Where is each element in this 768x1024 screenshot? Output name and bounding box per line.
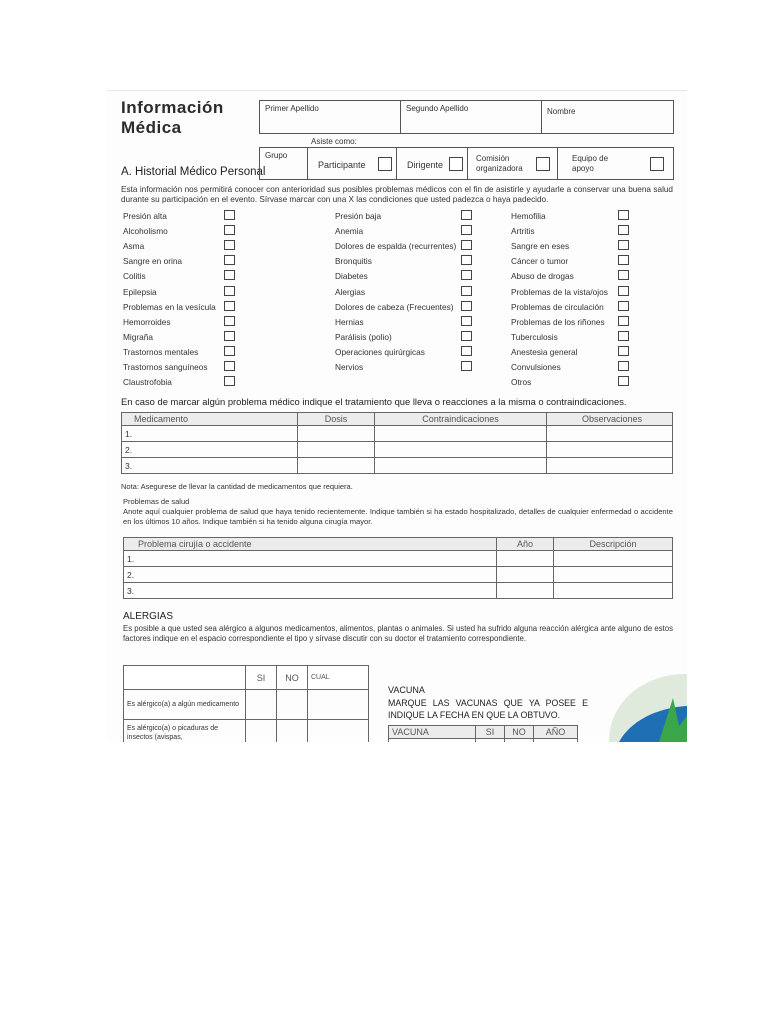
condition-label: Sangre en orina [123, 256, 183, 267]
descripcion-cell[interactable] [554, 551, 673, 567]
dosis-cell[interactable] [298, 426, 375, 442]
condition-checkbox[interactable] [461, 240, 472, 250]
condition-checkbox[interactable] [224, 316, 235, 326]
condition-label: Trastornos sanguíneos [123, 362, 208, 372]
condition-checkbox[interactable] [224, 210, 235, 220]
condition-label: Asma [123, 241, 145, 252]
condition-label: Migraña [123, 331, 153, 342]
allergy-no-cell[interactable] [277, 690, 308, 720]
allergies-title: ALERGIAS [123, 611, 174, 622]
title-line-1: Información [121, 98, 224, 117]
condition-checkbox[interactable] [618, 270, 629, 280]
problema-header: Problema cirujía o accidente [124, 538, 497, 551]
medication-intro: En caso de marcar algún problema médico indique el tratamiento que lleva o reacciones a la misma o contraindicaciones. [121, 396, 627, 407]
condition-label: Artritis [511, 226, 535, 237]
condition-label: Dolores de cabeza (Frecuentes) [335, 301, 454, 312]
condition-checkbox[interactable] [618, 286, 629, 296]
condition-checkbox[interactable] [224, 255, 235, 265]
allergy-no-cell[interactable] [277, 720, 308, 743]
health-title: Problemas de salud [123, 497, 190, 506]
condition-checkbox[interactable] [461, 210, 472, 220]
allergy-blank-header [124, 666, 246, 690]
grupo-field[interactable] [260, 148, 308, 179]
condition-checkbox[interactable] [461, 346, 472, 356]
vacuna-cell[interactable] [389, 739, 476, 743]
condition-label: Dolores de espalda (recurrentes) [335, 241, 457, 252]
participante-option[interactable] [308, 148, 397, 179]
si-header: SI [246, 666, 277, 690]
vaccine-table [388, 725, 578, 742]
condition-checkbox[interactable] [618, 361, 629, 371]
allergy-si-cell[interactable] [246, 720, 277, 743]
section-a-intro: Esta información nos permitirá conocer con anterioridad sus posibles problemas médicos con el fin de asistirle y ayudarle a conservar una buena salud durante su participación en el evento. Sírvase marcar con una X las condiciones que usted padezca o haya padecido. [121, 185, 673, 204]
condition-label: Alcoholismo [123, 226, 168, 237]
condition-label: Problemas de circulación [511, 301, 604, 312]
condition-checkbox[interactable] [461, 331, 472, 341]
comision-label: Comisión organizadora [476, 154, 523, 173]
condition-label: Anestesia general [511, 346, 578, 357]
condition-checkbox[interactable] [461, 255, 472, 265]
condition-label: Anemia [335, 226, 364, 237]
segundo-apellido-label: Segundo Apellido [406, 104, 469, 113]
observaciones-cell[interactable] [547, 426, 673, 442]
role-fields [259, 147, 674, 180]
contraindicaciones-cell[interactable] [375, 426, 547, 442]
condition-checkbox[interactable] [461, 225, 472, 235]
condition-label: Hernias [335, 316, 364, 327]
medical-form-scan [107, 91, 687, 742]
condition-label: Presión alta [123, 211, 167, 221]
grupo-label: Grupo [265, 151, 288, 160]
allergy-medicamento-label: Es alérgico(a) a algún medicamento [124, 690, 246, 720]
dosis-cell[interactable] [298, 458, 375, 474]
allergy-cual-cell[interactable] [308, 690, 369, 720]
condition-label: Problemas de la vista/ojos [511, 286, 608, 297]
table-row[interactable] [122, 458, 673, 474]
condition-checkbox[interactable] [224, 361, 235, 371]
condition-checkbox[interactable] [461, 316, 472, 326]
condition-label: Alergias [335, 286, 365, 297]
segundo-apellido-field[interactable] [401, 101, 542, 133]
ano-header: Año [497, 538, 554, 551]
asiste-como-label: Asiste como: [311, 137, 357, 146]
condition-label: Parálisis (polio) [335, 331, 392, 342]
contraindicaciones-cell[interactable] [375, 458, 547, 474]
allergy-si-cell[interactable] [246, 690, 277, 720]
condition-checkbox[interactable] [224, 286, 235, 296]
condition-checkbox[interactable] [461, 361, 472, 371]
condition-label: Hemorroides [123, 316, 171, 327]
vaccine-instruction: MARQUE LAS VACUNAS QUE YA POSEE E INDIQUE LA FECHA EN QUE LA OBTUVO. [388, 698, 588, 720]
table-row[interactable] [122, 442, 673, 458]
health-row-label: 2. [124, 567, 497, 583]
vacuna-header: VACUNA [389, 726, 476, 739]
descripcion-cell[interactable] [554, 583, 673, 599]
condition-label: Otros [511, 377, 532, 388]
condition-label: Cáncer o tumor [511, 256, 569, 267]
vacuna-ano-header: AÑO [534, 726, 578, 739]
contraindicaciones-header: Contraindicaciones [375, 413, 547, 426]
condition-checkbox[interactable] [618, 316, 629, 326]
equipo-option[interactable] [558, 148, 673, 179]
medication-note: Nota: Asegurese de llevar la cantidad de medicamentos que requiera. [121, 482, 353, 491]
equipo-label: Equipo de apoyo [572, 154, 609, 173]
condition-checkbox[interactable] [461, 270, 472, 280]
condition-checkbox[interactable] [224, 225, 235, 235]
participante-label: Participante [318, 160, 366, 170]
table-row[interactable] [122, 426, 673, 442]
condition-checkbox[interactable] [224, 301, 235, 311]
nombre-label: Nombre [547, 107, 576, 116]
condition-label: Convulsiones [511, 362, 561, 372]
nombre-field[interactable] [542, 101, 673, 133]
observaciones-cell[interactable] [547, 442, 673, 458]
dirigente-label: Dirigente [407, 160, 444, 170]
dosis-header: Dosis [298, 413, 375, 426]
comision-option[interactable] [468, 148, 558, 179]
condition-label: Problemas de los riñones [511, 316, 605, 327]
cual-header: CUAL [308, 666, 369, 690]
condition-checkbox[interactable] [224, 240, 235, 250]
ano-cell[interactable] [497, 583, 554, 599]
condition-label: Epilepsia [123, 286, 157, 297]
logo-swirl-icon [599, 668, 687, 742]
title-line-2: Médica [121, 118, 182, 137]
medication-row-label: 1. [122, 426, 298, 442]
vacuna-si-cell[interactable] [476, 739, 505, 743]
vacuna-ano-cell[interactable] [534, 739, 578, 743]
condition-checkbox[interactable] [618, 346, 629, 356]
table-row[interactable] [124, 567, 673, 583]
dirigente-checkbox[interactable] [449, 157, 463, 171]
primer-apellido-label: Primer Apellido [265, 104, 319, 113]
contraindicaciones-cell[interactable] [375, 442, 547, 458]
descripcion-header: Descripción [554, 538, 673, 551]
vacuna-no-header: NO [505, 726, 534, 739]
medication-row-label: 2. [122, 442, 298, 458]
observaciones-cell[interactable] [547, 458, 673, 474]
medication-row-label: 3. [122, 458, 298, 474]
condition-label: Sangre en eses [511, 241, 570, 252]
ano-cell[interactable] [497, 567, 554, 583]
ano-cell[interactable] [497, 551, 554, 567]
observaciones-header: Observaciones [547, 413, 673, 426]
condition-checkbox[interactable] [461, 286, 472, 296]
condition-label: Presión baja [335, 211, 382, 221]
condition-checkbox[interactable] [224, 376, 235, 386]
condition-checkbox[interactable] [618, 225, 629, 235]
allergy-cual-cell[interactable] [308, 720, 369, 743]
condition-checkbox[interactable] [224, 346, 235, 356]
table-row[interactable] [124, 583, 673, 599]
condition-checkbox[interactable] [618, 240, 629, 250]
condition-checkbox[interactable] [618, 331, 629, 341]
medicamento-header: Medicamento [122, 413, 298, 426]
condition-label: Colitis [123, 271, 146, 282]
condition-checkbox[interactable] [224, 331, 235, 341]
vaccine-title: VACUNA [388, 685, 425, 695]
health-row-label: 1. [124, 551, 497, 567]
dirigente-option[interactable] [397, 148, 468, 179]
condition-label: Diabetes [335, 271, 368, 282]
no-header: NO [277, 666, 308, 690]
vacuna-no-cell[interactable] [505, 739, 534, 743]
condition-checkbox[interactable] [618, 210, 629, 220]
condition-checkbox[interactable] [224, 270, 235, 280]
participante-checkbox[interactable] [378, 157, 392, 171]
condition-label: Abuso de drogas [511, 271, 574, 282]
vacuna-si-header: SI [476, 726, 505, 739]
condition-label: Nervios [335, 362, 364, 372]
equipo-checkbox[interactable] [650, 157, 664, 171]
name-fields [259, 100, 674, 134]
allergy-insectos-label: Es alérgico(a) o picaduras de insectos (avispas, [124, 720, 246, 743]
condition-checkbox[interactable] [461, 301, 472, 311]
section-a-title: A. Historial Médico Personal [121, 166, 266, 178]
condition-checkbox[interactable] [618, 301, 629, 311]
primer-apellido-field[interactable] [260, 101, 401, 133]
table-row[interactable] [389, 739, 578, 743]
condition-label: Claustrofobia [123, 377, 172, 388]
condition-checkbox[interactable] [618, 255, 629, 265]
condition-label: Problemas en la vesícula [123, 301, 216, 312]
medication-table [121, 412, 673, 474]
dosis-cell[interactable] [298, 442, 375, 458]
table-row[interactable] [124, 690, 369, 720]
condition-label: Hemofilia [511, 211, 546, 221]
descripcion-cell[interactable] [554, 567, 673, 583]
condition-checkbox[interactable] [618, 376, 629, 386]
comision-checkbox[interactable] [536, 157, 550, 171]
allergies-table [123, 665, 369, 742]
allergies-text: Es posible a que usted sea alérgico a algunos medicamentos, alimentos, plantas o animales. Si usted ha sufrido alguna reacción alérgica ante alguno de estos factores indique en el espacio correspondiente el tipo y sírvase discutir con su doctor el tratamiento correspondiente. [123, 624, 673, 643]
condition-label: Operaciones quirúrgicas [335, 346, 425, 357]
health-row-label: 3. [124, 583, 497, 599]
table-row[interactable] [124, 551, 673, 567]
health-table [123, 537, 673, 599]
condition-label: Tuberculosis [511, 331, 558, 342]
form-title [121, 98, 224, 138]
condition-label: Bronquitis [335, 256, 372, 267]
condition-label: Trastornos mentales [123, 346, 199, 357]
table-row[interactable] [124, 720, 369, 743]
health-text: Anote aquí cualquier problema de salud que haya tenido recientemente. Indique también si ha estado hospitalizado, detalles de cualquier enfermedad o accidente en los últimos 10 años. Indique también si ha tenido alguna cirugía mayor. [123, 507, 673, 526]
